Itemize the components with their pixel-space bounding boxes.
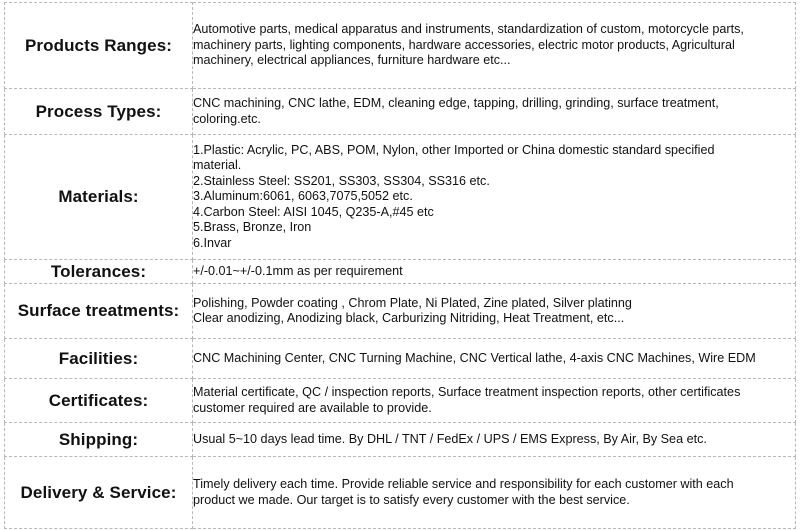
value-line: 1.Plastic: Acrylic, PC, ABS, POM, Nylon, other Imported or China domestic standard specified (193, 142, 715, 157)
value-line: Material certificate, QC / inspection reports, Surface treatment inspection reports, other certificates (193, 385, 741, 399)
row-label: Certificates: (5, 379, 193, 423)
table-row-process-types (5, 89, 796, 135)
row-value (193, 284, 796, 339)
value-line: Polishing, Powder coating , Chrom Plate, Ni Plated, Zine plated, Silver platinng (193, 295, 632, 310)
row-value (193, 260, 796, 284)
value-line: material. (193, 158, 242, 173)
row-value (193, 379, 796, 423)
row-label: Process Types: (5, 89, 193, 135)
row-value (193, 3, 796, 89)
row-value (193, 339, 796, 379)
row-label: Materials: (5, 135, 193, 260)
value-line: machinery parts, lighting components, hardware accessories, electric motor products, Agricultural (193, 37, 735, 52)
value-line: 5.Brass, Bronze, Iron (193, 220, 312, 235)
table-row-products-ranges (5, 3, 796, 89)
value-line: product we made. Our target is to satisfy every customer with the best service. (193, 492, 630, 507)
row-value (193, 135, 796, 260)
specifications-table (4, 2, 796, 529)
value-line: Usual 5~10 days lead time. By DHL / TNT / FedEx / UPS / EMS Express, By Air, By Sea etc. (193, 431, 707, 446)
value-line: 3.Aluminum:6061, 6063,7075,5052 etc. (193, 189, 413, 204)
spec-sheet (4, 2, 796, 528)
value-line: machinery, electrical appliances, furniture hardware etc... (193, 53, 511, 68)
table-row-shipping (5, 423, 796, 457)
value-line: Timely delivery each time. Provide reliable service and responsibility for each customer with each (193, 477, 734, 491)
value-line: customer required are available to provide. (193, 400, 432, 415)
value-line: 6.Invar (193, 235, 232, 250)
table-row-materials (5, 135, 796, 260)
row-label: Facilities: (5, 339, 193, 379)
row-value (193, 423, 796, 457)
table-row-tolerances (5, 260, 796, 284)
row-label: Delivery & Service: (5, 457, 193, 529)
value-line: 4.Carbon Steel: AISI 1045, Q235-A,#45 etc (193, 204, 434, 219)
table-row-surface-treatments (5, 284, 796, 339)
table-row-facilities (5, 339, 796, 379)
value-line: 2.Stainless Steel: SS201, SS303, SS304, SS316 etc. (193, 173, 490, 188)
value-line: Automotive parts, medical apparatus and instruments, standardization of custom, motorcycle parts, (193, 22, 744, 37)
row-label: Shipping: (5, 423, 193, 457)
value-line: CNC machining, CNC lathe, EDM, cleaning edge, tapping, drilling, grinding, surface treatment, (193, 96, 719, 110)
value-line: +/-0.01~+/-0.1mm as per requirement (193, 263, 403, 278)
row-label: Surface treatments: (5, 284, 193, 339)
value-line: Clear anodizing, Anodizing black, Carburizing Nitriding, Heat Treatment, etc... (193, 311, 625, 325)
value-line: coloring.etc. (193, 111, 261, 126)
table-row-certificates (5, 379, 796, 423)
row-value (193, 457, 796, 529)
row-label: Products Ranges: (5, 3, 193, 89)
row-value (193, 89, 796, 135)
row-label: Tolerances: (5, 260, 193, 284)
value-line: CNC Machining Center, CNC Turning Machine, CNC Vertical lathe, 4-axis CNC Machines, Wire EDM (193, 350, 756, 365)
table-row-delivery-service (5, 457, 796, 529)
